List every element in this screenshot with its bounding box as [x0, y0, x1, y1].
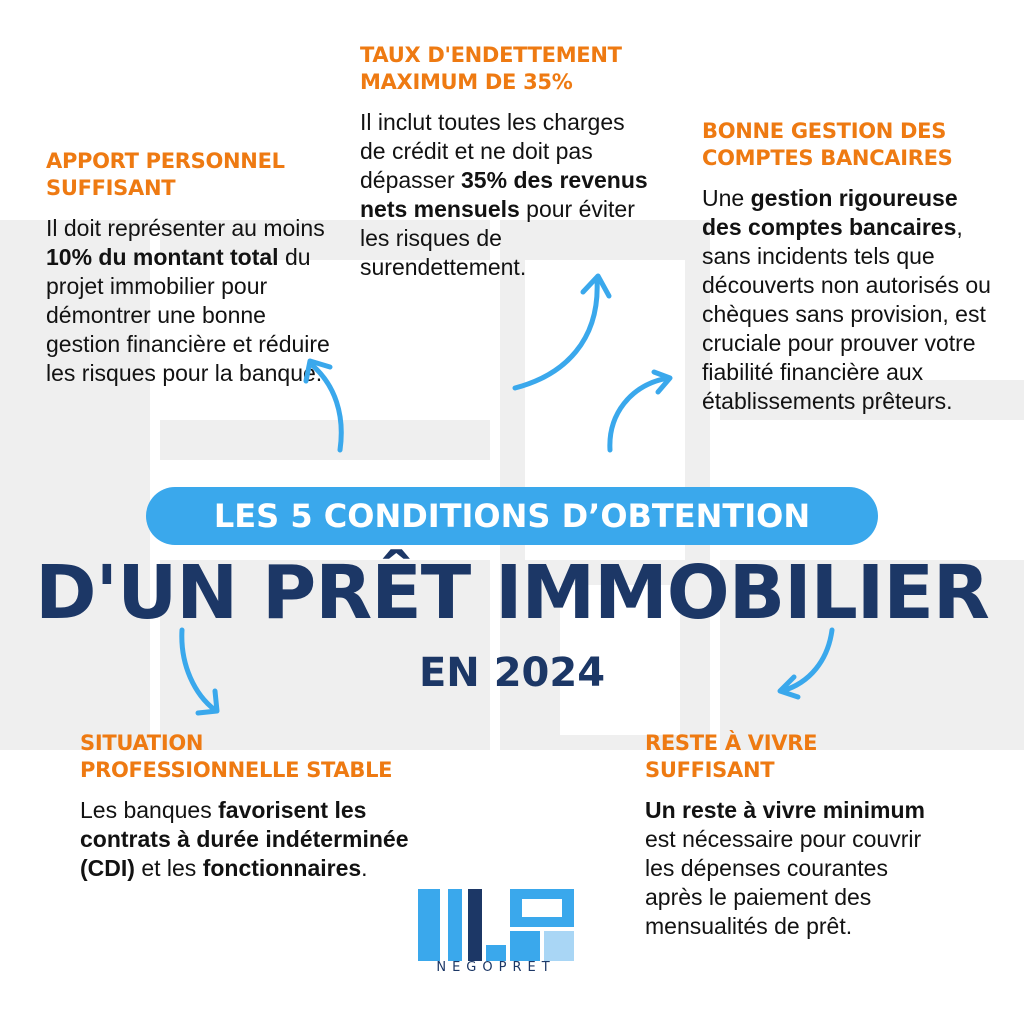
apport-text-part: Il doit représenter au moins [46, 215, 325, 241]
situation-text-part: Les banques [80, 797, 219, 823]
condition-gestion-heading: BONNE GESTION DES COMPTES BANCAIRES [702, 119, 953, 170]
condition-reste [645, 730, 945, 941]
taux-bold-part: 35% des revenus nets mensuels [360, 167, 648, 222]
apport-text-part: du projet immobilier pour démontrer une bonne gestion financière et réduire les risques pour la banque. [46, 244, 330, 386]
apport-bold-part: 10% du montant total [46, 244, 279, 270]
condition-apport-heading: APPORT PERSONNEL SUFFISANT [46, 149, 285, 200]
gestion-text-part: Une [702, 185, 751, 211]
situation-text-part: . [361, 855, 368, 881]
situation-text-part: et les [134, 855, 203, 881]
arrow-to-taux-icon [505, 270, 615, 395]
situation-bold-part: favorisent les contrats à durée indéterminée (CDI) [80, 797, 409, 881]
condition-situation-heading: SITUATION PROFESSIONNELLE STABLE [80, 731, 393, 782]
condition-reste-heading: RESTE À VIVRE SUFFISANT [645, 731, 818, 782]
gestion-bold-part: gestion rigoureuse des comptes bancaires [702, 185, 958, 240]
situation-bold-part: fonctionnaires [202, 855, 362, 881]
arrow-to-gestion-icon [600, 370, 680, 455]
condition-taux [360, 42, 655, 282]
arrow-to-apport-icon [300, 355, 360, 455]
subtitle-pill-text: LES 5 CONDITIONS D’OBTENTION [213, 497, 811, 535]
condition-situation-text [80, 796, 410, 883]
condition-taux-heading: TAUX D'ENDETTEMENT MAXIMUM DE 35% [360, 43, 622, 94]
taux-text-part: Il inclut toutes les charges de crédit et ne doit pas dépasser [360, 109, 625, 193]
reste-bold-part: Un reste à vivre minimum [645, 797, 925, 823]
logo-name: NEGOPRET [436, 960, 556, 975]
condition-apport [46, 148, 346, 388]
condition-situation [80, 730, 410, 883]
condition-taux-text [360, 108, 655, 282]
condition-gestion-text [702, 184, 992, 416]
year-title: EN 2024 [418, 650, 606, 696]
condition-gestion [702, 118, 992, 416]
gestion-text-part: , sans incidents tels que découverts non autorisés ou chèques sans provision, est cruciale pour prouver votre fiabilité financière aux établissements prêteurs. [702, 214, 991, 414]
subtitle-pill [146, 487, 878, 545]
main-title: D'UN PRÊT IMMOBILIER [35, 550, 989, 636]
reste-text-part: est nécessaire pour couvrir les dépenses courantes après le paiement des mensualités de prêt. [645, 826, 922, 939]
taux-text-part: pour éviter les risques de surendettement. [360, 196, 635, 280]
condition-reste-text [645, 796, 945, 941]
